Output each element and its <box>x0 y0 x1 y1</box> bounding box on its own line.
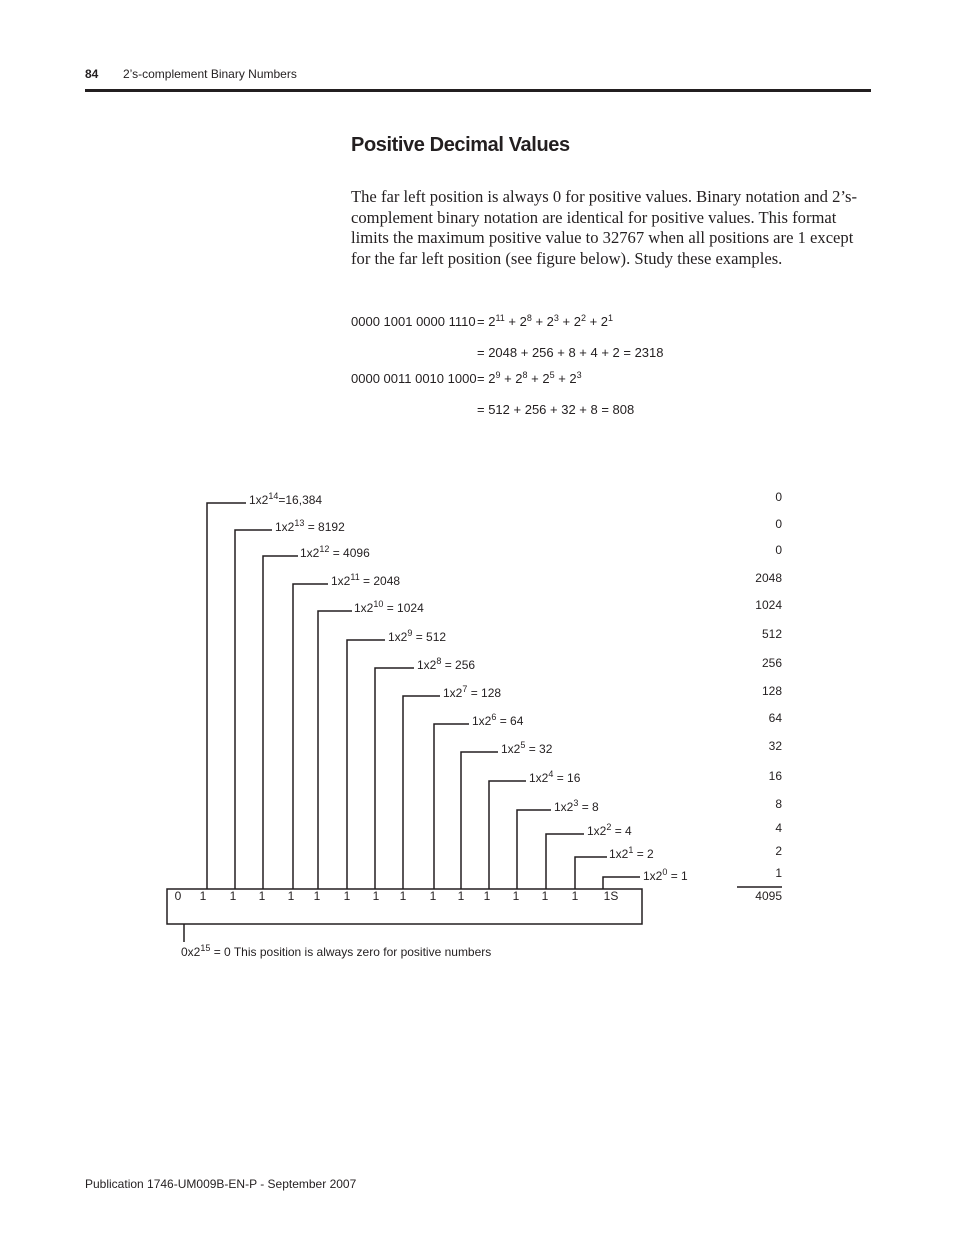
bit-weight-label <box>529 771 580 785</box>
example-1-binary: 0000 1001 0000 1110 <box>351 314 476 329</box>
ex1-term-8: + 2 <box>585 314 609 329</box>
register-bit: 1 <box>372 889 380 903</box>
bit-weight-label <box>587 824 632 838</box>
bit-weight-base: 1x2 <box>554 800 574 814</box>
section-title: 2’s-complement Binary Numbers <box>123 67 297 81</box>
bit-weight-label <box>472 714 523 728</box>
bit-weight-base: 1x2 <box>472 714 492 728</box>
sign-bit: 0 <box>174 889 182 903</box>
bit-weight-label <box>354 601 424 615</box>
bit-weight-value: = 2 <box>633 847 654 861</box>
ex2-term-0: 2 <box>488 371 496 386</box>
ex1-term-7: 2 <box>580 313 586 323</box>
decimal-value: 2 <box>775 844 782 858</box>
sign-note-base: 0x2 <box>181 945 201 959</box>
ex2-term-3: 8 <box>522 370 528 380</box>
register-bit: 1 <box>313 889 321 903</box>
bit-weight-label <box>388 630 446 644</box>
register-bit: 1 <box>512 889 520 903</box>
register-bit: 1 <box>229 889 237 903</box>
total-value: 4095 <box>755 889 782 903</box>
bit-weight-value: = 8 <box>578 800 599 814</box>
bit-weight-label <box>643 869 688 883</box>
bit-weight-label <box>443 686 501 700</box>
bit-leader-line <box>207 503 246 889</box>
register-bit: 1 <box>571 889 579 903</box>
ex2-term-6: + 2 <box>554 371 577 386</box>
register-bit: 1 <box>287 889 295 903</box>
ex1-term-0: 2 <box>488 314 496 329</box>
bit-weight-exponent: 1 <box>628 845 634 855</box>
example-1-sum: = 2048 + 256 + 8 + 4 + 2 = 2318 <box>477 345 664 360</box>
bit-leader-line <box>461 752 498 889</box>
bit-weight-label <box>609 847 654 861</box>
bit-weight-exponent: 13 <box>294 518 305 528</box>
register-bit: 1 <box>483 889 491 903</box>
bit-leader-line <box>375 668 414 889</box>
publication-footer: Publication 1746-UM009B-EN-P - September 2007 <box>85 1177 357 1191</box>
page-number: 84 <box>85 67 99 81</box>
register-bit: 1 <box>199 889 207 903</box>
page-heading: Positive Decimal Values <box>351 134 570 156</box>
example-2-sum: = 512 + 256 + 32 + 8 = 808 <box>477 402 635 417</box>
bit-weight-base: 1x2 <box>443 686 463 700</box>
bit-weight-label <box>417 658 475 672</box>
example-1-powers: = $2^{11} + 2^8 + 2^3 + 2^2 + 2^1$ <box>477 313 614 329</box>
bit-weight-base: 1x2 <box>275 520 295 534</box>
decimal-value: 8 <box>775 797 782 811</box>
bit-weight-exponent: 9 <box>407 628 413 638</box>
bit-weight-exponent: 4 <box>548 769 554 779</box>
bit-weight-value: = 32 <box>525 742 553 756</box>
bit-weight-value: = 1 <box>667 869 688 883</box>
bit-weight-value: = 4 <box>611 824 632 838</box>
decimal-value: 1024 <box>755 598 782 612</box>
bit-weight-value: = 16 <box>553 771 581 785</box>
decimal-value: 0 <box>775 543 782 557</box>
bit-weight-value: =16,384 <box>278 493 323 507</box>
bit-weight-exponent: 8 <box>436 656 442 666</box>
bit-leader-line <box>293 584 328 889</box>
ex1-term-9: 1 <box>608 313 614 323</box>
bit-weight-value: = 128 <box>467 686 502 700</box>
bit-weight-base: 1x2 <box>417 658 437 672</box>
bit-weight-exponent: 2 <box>606 822 612 832</box>
ex1-term-1: 11 <box>495 313 505 323</box>
bit-leader-line <box>575 857 607 889</box>
sign-bit-note <box>181 945 491 959</box>
bit-leader-line <box>489 781 526 889</box>
register-bit: 1 <box>429 889 437 903</box>
sign-note-rest: = 0 This position is always zero for positive numbers <box>210 945 492 959</box>
bit-weight-base: 1x2 <box>643 869 663 883</box>
example-2-binary: 0000 0011 0010 1000 <box>351 371 477 386</box>
bit-weight-base: 1x2 <box>388 630 408 644</box>
decimal-value: 0 <box>775 490 782 504</box>
bit-weight-base: 1x2 <box>300 546 320 560</box>
bit-weight-base: 1x2 <box>587 824 607 838</box>
bit-weight-base: 1x2 <box>331 574 351 588</box>
ex2-term-4: + 2 <box>527 371 550 386</box>
ex2-term-5: 5 <box>549 370 555 380</box>
bit-weight-base: 1x2 <box>501 742 521 756</box>
bit-weight-exponent: 7 <box>462 684 468 694</box>
bit-weight-label <box>331 574 400 588</box>
register-bit: 1 <box>457 889 465 903</box>
bit-weight-exponent: 14 <box>268 491 279 501</box>
decimal-value: 2048 <box>755 571 782 585</box>
ex1-term-3: 8 <box>526 313 532 323</box>
bit-weight-exponent: 3 <box>573 798 579 808</box>
bit-leader-line <box>603 877 640 889</box>
register-bit: 1 <box>343 889 351 903</box>
sign-note-exp: 15 <box>200 943 211 953</box>
bit-weight-value: = 256 <box>441 658 476 672</box>
example-2-powers: = $2^9 + 2^8 + 2^5 + 2^3$ <box>477 370 582 386</box>
decimal-value: 32 <box>768 739 782 753</box>
bit-weight-exponent: 5 <box>520 740 526 750</box>
ex1-term-6: + 2 <box>558 314 581 329</box>
bit-weight-label <box>501 742 552 756</box>
ex1-term-5: 3 <box>553 313 559 323</box>
register-bit: 1 <box>541 889 549 903</box>
bit-weight-label <box>249 493 322 507</box>
bit-weight-base: 1x2 <box>609 847 629 861</box>
bit-weight-label <box>554 800 599 814</box>
bit-weight-exponent: 12 <box>319 544 330 554</box>
bit-leader-line <box>434 724 469 889</box>
bit-leader-line <box>347 640 385 889</box>
bit-weight-base: 1x2 <box>354 601 374 615</box>
register-bit: 1 <box>399 889 407 903</box>
decimal-value: 256 <box>761 656 782 670</box>
decimal-value: 64 <box>768 711 782 725</box>
bit-weight-exponent: 11 <box>350 572 360 582</box>
register-bit: 1 <box>258 889 266 903</box>
decimal-value: 0 <box>775 517 782 531</box>
bit-weight-value: = 4096 <box>329 546 370 560</box>
ex2-term-1: 9 <box>495 370 501 380</box>
bit-weight-exponent: 0 <box>662 867 668 877</box>
decimal-value: 1 <box>775 866 782 880</box>
ex1-term-2: + 2 <box>504 314 527 329</box>
register-bit: 1S <box>603 889 619 903</box>
decimal-value: 4 <box>775 821 782 835</box>
bit-weight-value: = 1024 <box>383 601 424 615</box>
bit-weight-exponent: 6 <box>491 712 497 722</box>
decimal-value: 128 <box>761 684 782 698</box>
ex2-term-2: + 2 <box>500 371 523 386</box>
bit-weight-exponent: 10 <box>373 599 384 609</box>
decimal-value: 512 <box>761 627 782 641</box>
bit-weight-label <box>300 546 370 560</box>
bit-weight-value: = 512 <box>412 630 447 644</box>
bit-weight-value: = 64 <box>496 714 524 728</box>
ex1-term-4: + 2 <box>531 314 554 329</box>
bit-weight-base: 1x2 <box>529 771 549 785</box>
paragraph-text: The far left position is always 0 for positive values. Binary notation and 2’s-complement binary notation are identical for positive values. This format limits the maximum positive value to 32767 when all positions are 1 except for the far left position (see figure below). Study these examples. <box>351 187 858 268</box>
bit-leader-line <box>235 530 272 889</box>
bit-weight-base: 1x2 <box>249 493 269 507</box>
ex2-term-7: 3 <box>576 370 582 380</box>
bit-weight-value: = 8192 <box>304 520 345 534</box>
decimal-value: 16 <box>768 769 782 783</box>
bit-leader-line <box>546 834 584 889</box>
bit-weight-value: = 2048 <box>359 574 401 588</box>
bit-weight-label <box>275 520 345 534</box>
